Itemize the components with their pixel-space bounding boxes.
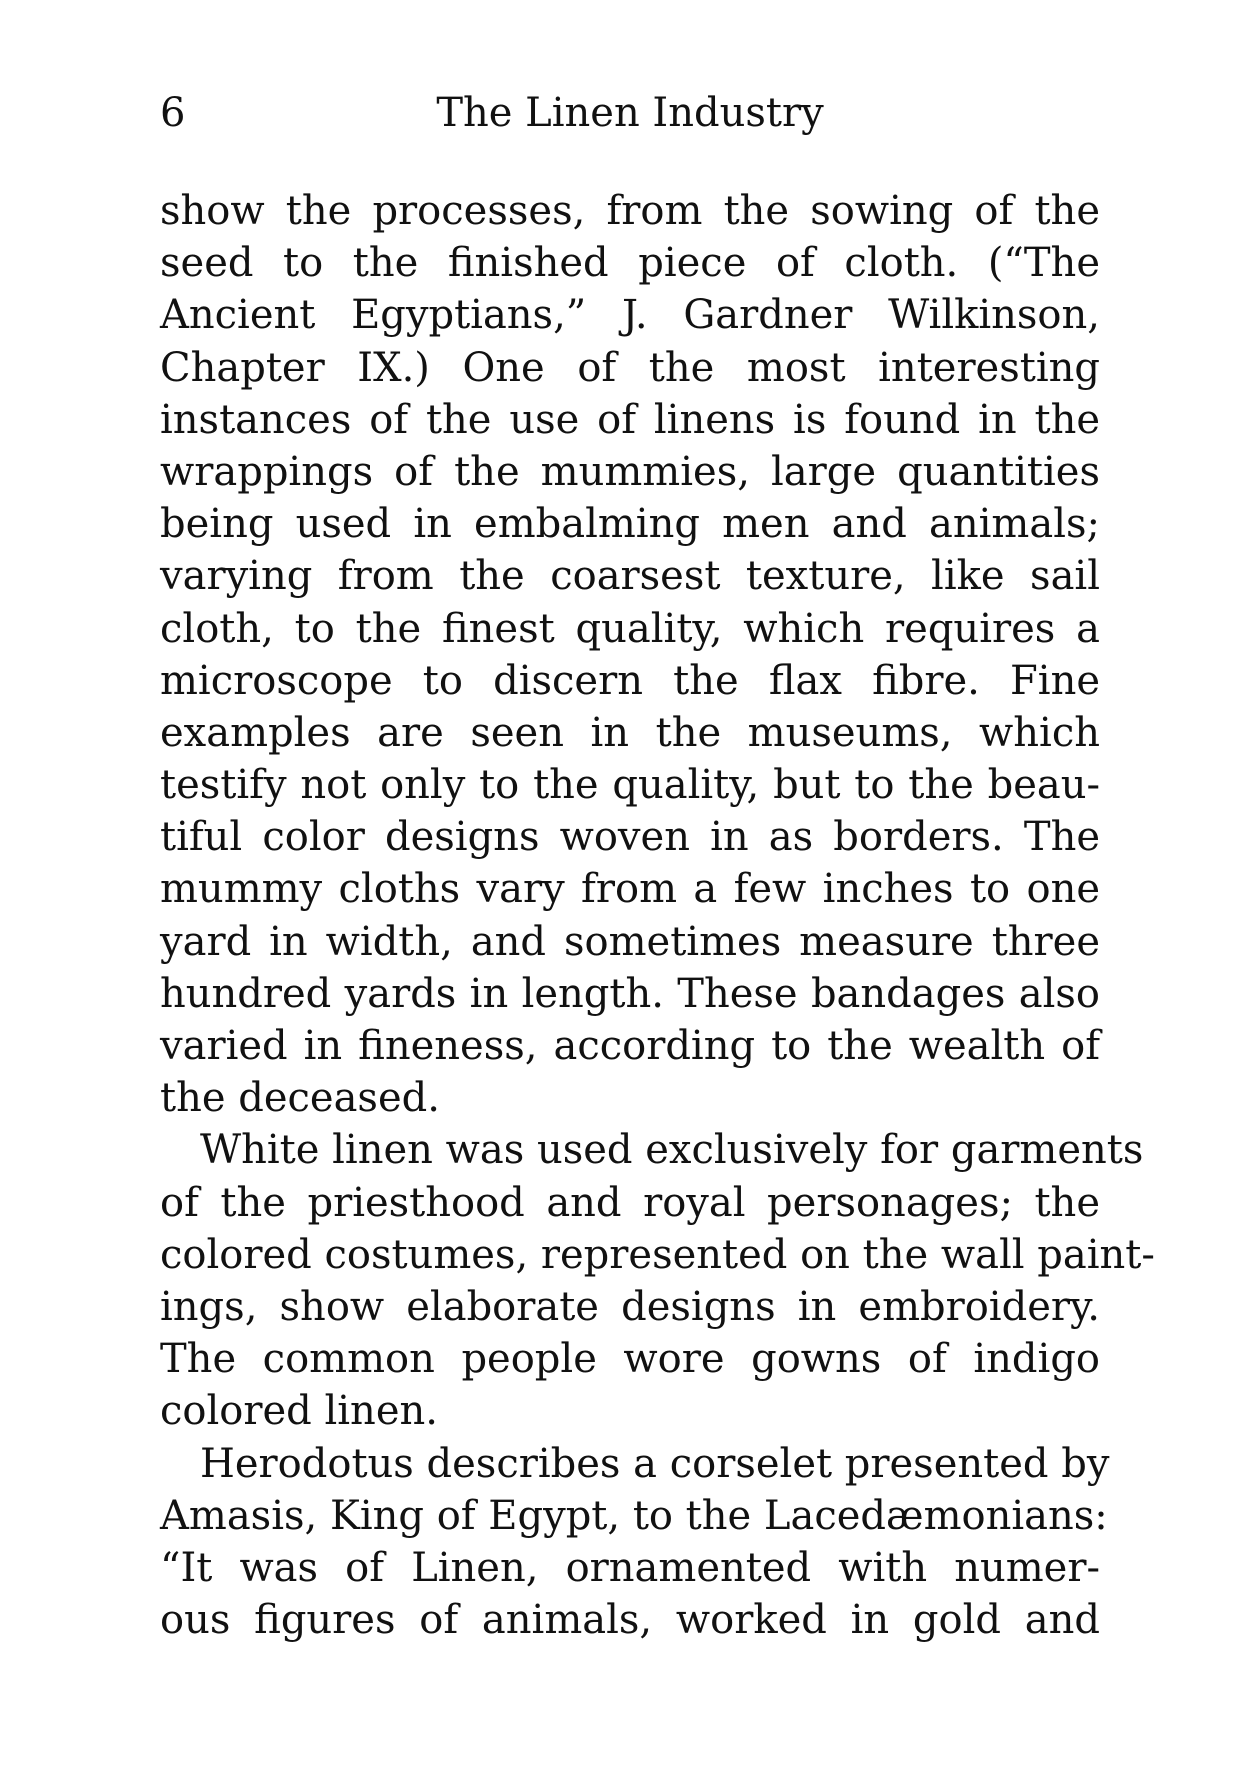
text-line: “It was of Linen, ornamented with numer- xyxy=(160,1544,1100,1591)
text-line: examples are seen in the museums, which xyxy=(160,709,1100,756)
paragraph-start-line: Herodotus describes a corselet presented by xyxy=(200,1440,1110,1487)
text-line: testify not only to the quality, but to the beau- xyxy=(160,762,1100,809)
text-line: The common people wore gowns of indigo xyxy=(160,1336,1100,1383)
page-number: 6 xyxy=(160,90,186,136)
body-text xyxy=(160,185,1155,1646)
text-line: colored costumes, represented on the wall paint- xyxy=(160,1231,1155,1278)
text-line: microscope to discern the flax fibre. Fine xyxy=(160,657,1100,704)
text-line: varying from the coarsest texture, like sail xyxy=(160,553,1100,600)
text-line: of the priesthood and royal personages; the xyxy=(160,1179,1100,1226)
page-header xyxy=(160,88,1100,138)
running-title: The Linen Industry xyxy=(436,90,824,136)
text-line: mummy cloths vary from a few inches to one xyxy=(160,866,1100,913)
text-line: hundred yards in length. These bandages also xyxy=(160,970,1100,1017)
text-line: seed to the finished piece of cloth. (“The xyxy=(160,240,1100,287)
text-line: Amasis, King of Egypt, to the Lacedæmonians: xyxy=(160,1492,1108,1539)
text-line: instances of the use of linens is found in the xyxy=(160,396,1100,443)
text-line: show the processes, from the sowing of the xyxy=(160,188,1100,234)
text-line: varied in fineness, according to the wealth of xyxy=(160,1023,1100,1069)
text-line: ous figures of animals, worked in gold and xyxy=(160,1597,1100,1644)
paragraph-start-line: White linen was used exclusively for garments xyxy=(200,1127,1144,1174)
text-line: ings, show elaborate designs in embroidery. xyxy=(160,1283,1100,1330)
text-line: being used in embalming men and animals; xyxy=(160,501,1100,548)
text-line: Ancient Egyptians,” J. Gardner Wilkinson, xyxy=(160,292,1100,339)
paragraph-end-line: colored linen. xyxy=(160,1388,438,1435)
text-line: Chapter IX.) One of the most interesting xyxy=(160,344,1100,391)
text-line: tiful color designs woven in as borders. The xyxy=(160,814,1100,861)
text-line: cloth, to the finest quality, which requires a xyxy=(160,605,1100,652)
paragraph-end-line: the deceased. xyxy=(160,1075,440,1122)
text-line: wrappings of the mummies, large quantities xyxy=(160,448,1100,495)
text-line: yard in width, and sometimes measure three xyxy=(160,918,1100,965)
